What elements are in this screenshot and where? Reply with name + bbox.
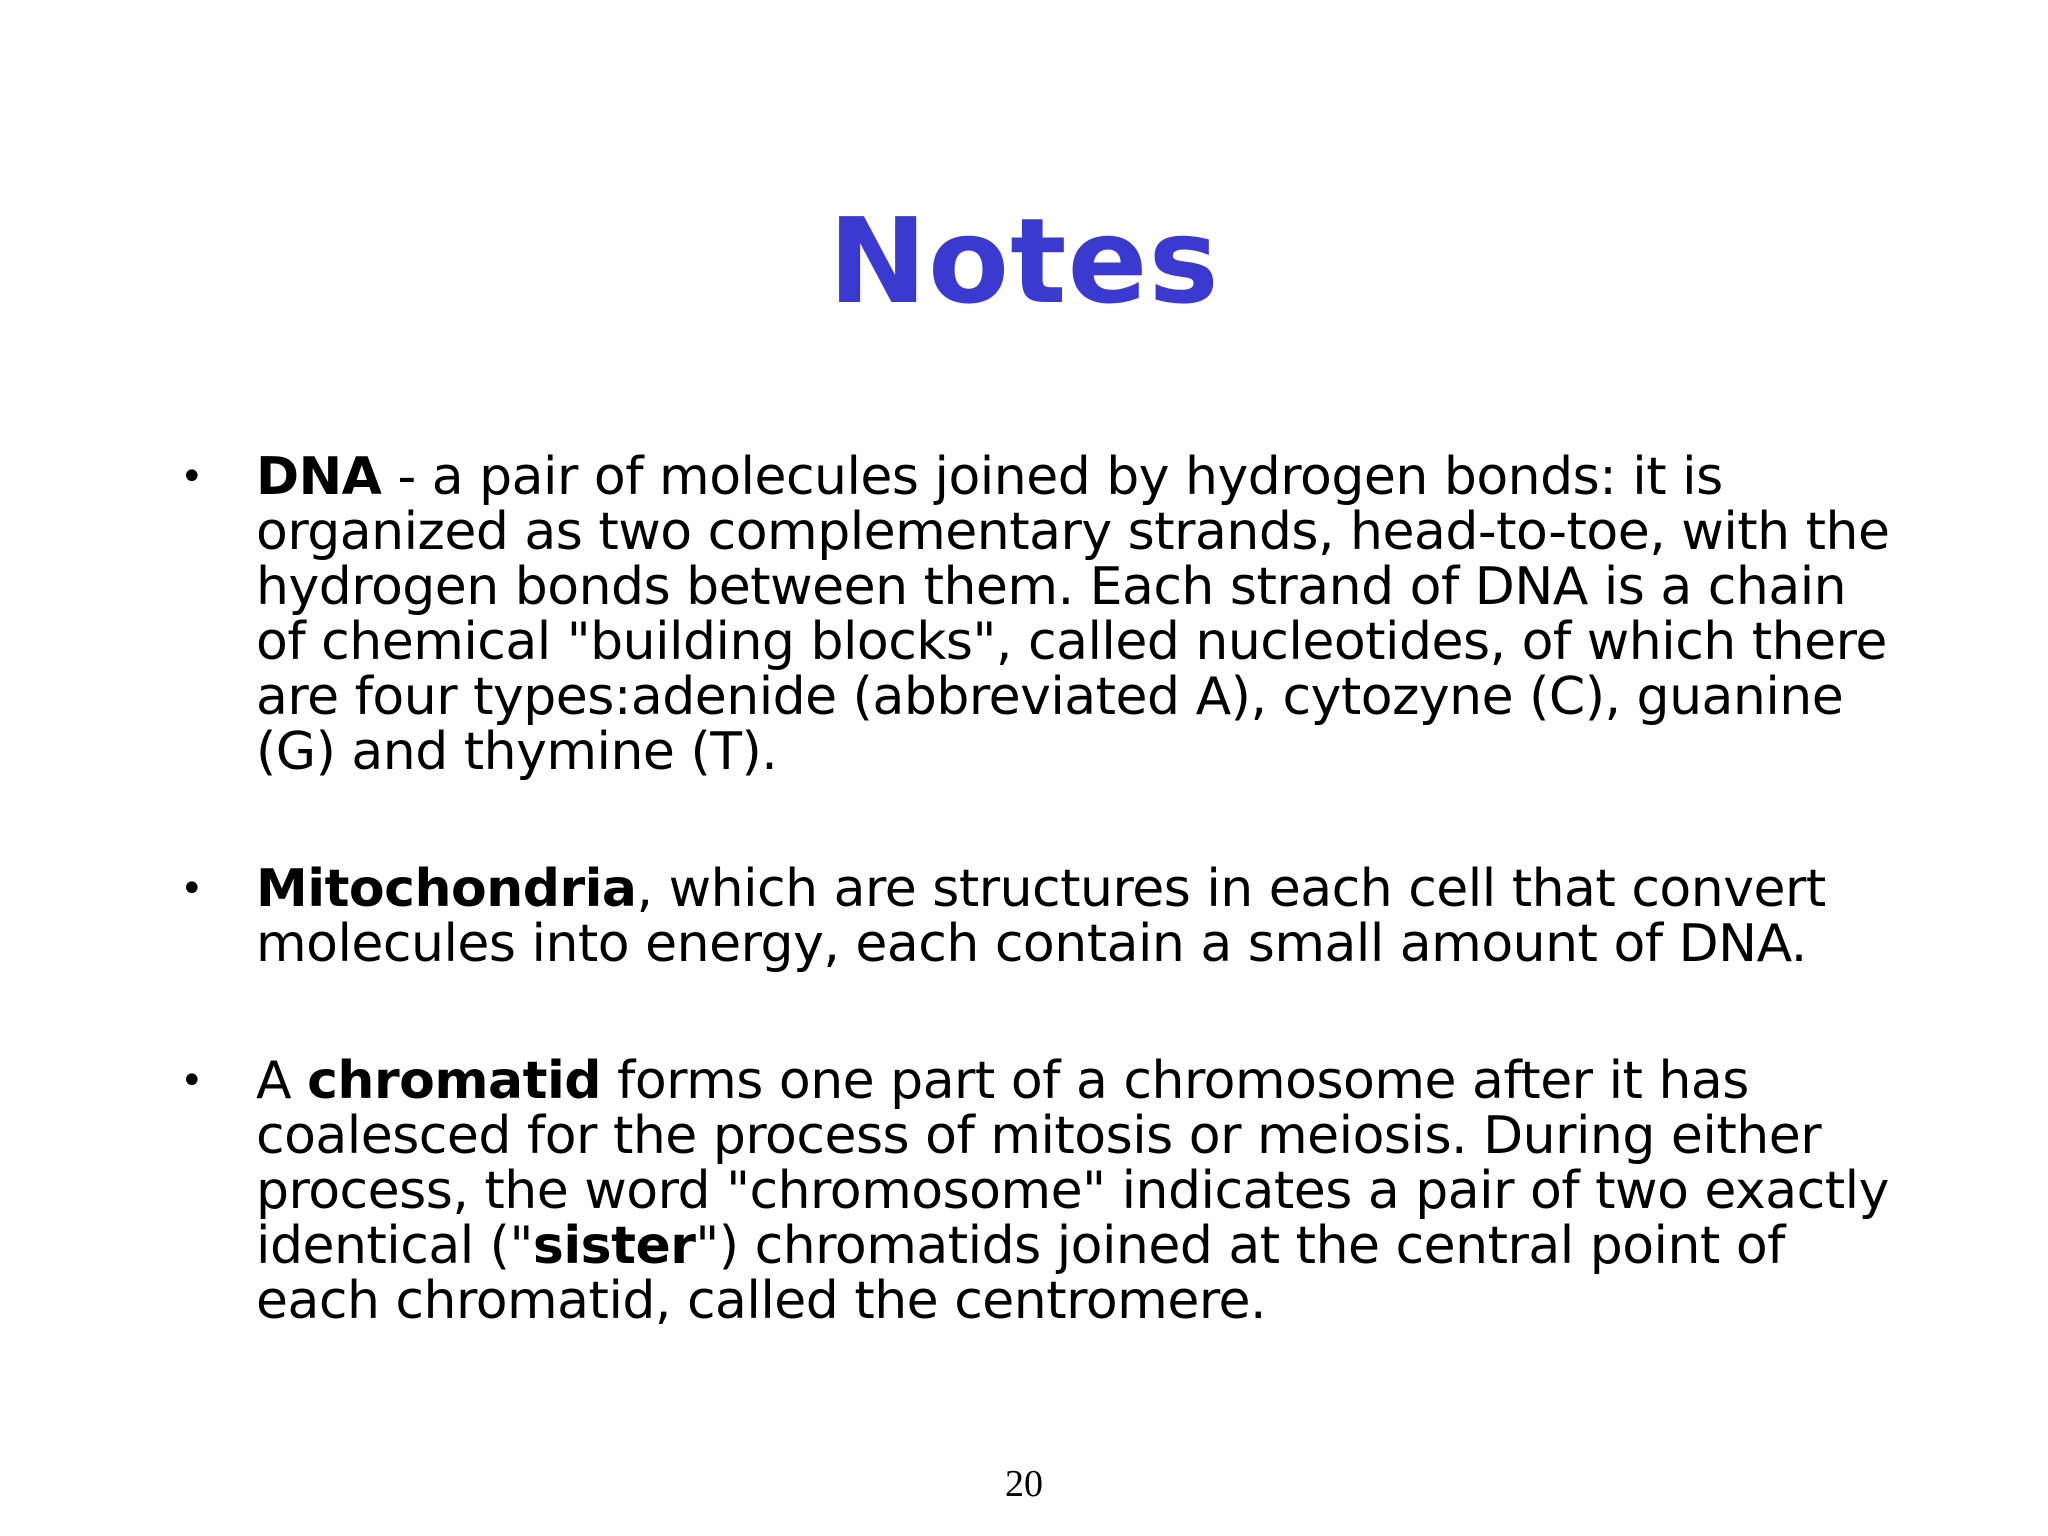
bullet-list xyxy=(180,447,1900,1411)
page-number: 20 xyxy=(1005,1463,1043,1505)
bullet-body-text: forms one part of a chromosome after it has coalesced for the process of mitosis or meiosis. During either process, the word "chromosome" indicates a pair of two exactly identical (" xyxy=(256,1051,1889,1276)
bullet-dot-icon: • xyxy=(180,1058,204,1104)
bullet-term: chromatid xyxy=(307,1051,601,1111)
bullet-body-text: , which are structures in each cell that convert molecules into energy, each contain a small amount of DNA. xyxy=(256,859,1826,974)
bullet-dot-icon: • xyxy=(180,866,204,912)
bullet-post-text: ") chromatids joined at the central point of each chromatid, called the centromere. xyxy=(256,1216,1785,1331)
slide-title: Notes xyxy=(828,192,1220,330)
bullet-term-secondary: sister xyxy=(532,1216,696,1276)
bullet-term: DNA xyxy=(256,447,382,507)
bullet-chromatid xyxy=(180,1051,1900,1331)
bullet-dna xyxy=(180,447,1900,782)
bullet-body-text: - a pair of molecules joined by hydrogen bonds: it is organized as two complementary strands, head-to-toe, with the hydrogen bonds between them. Each strand of DNA is a chain of chemical "building blocks", called nucleotides, of which there are four types:adenide (abbreviated A), cytozyne (C), guanine (G) and thymine (T). xyxy=(256,447,1890,782)
bullet-term: Mitochondria xyxy=(256,859,637,919)
bullet-pre-text: A xyxy=(256,1051,308,1111)
bullet-dot-icon: • xyxy=(180,454,204,500)
bullet-mitochondria xyxy=(180,859,1900,974)
